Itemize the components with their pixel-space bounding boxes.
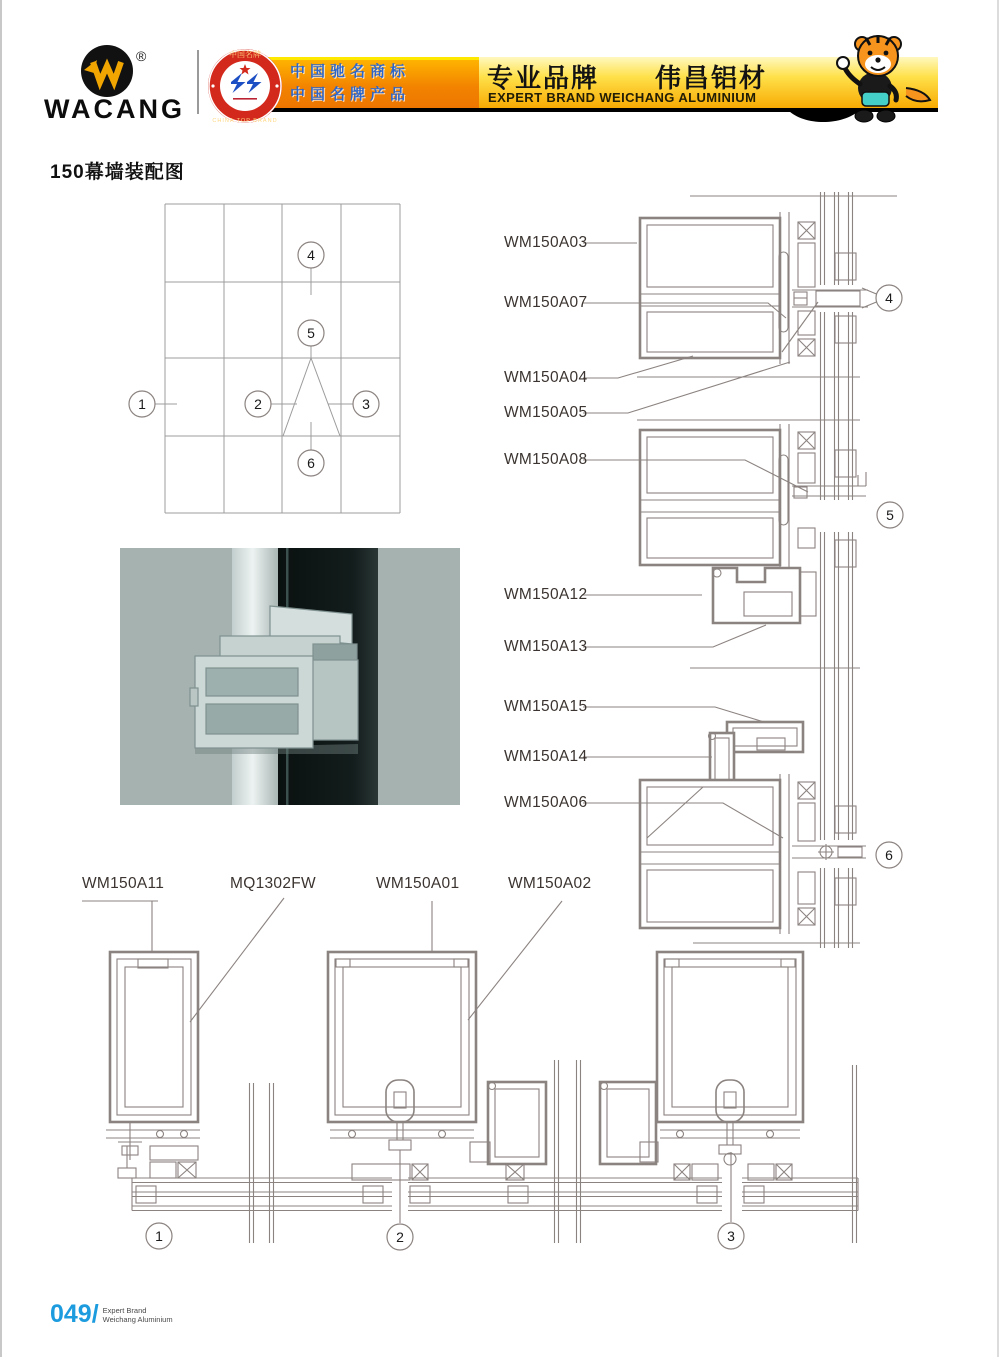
footer-tagline-line1: Expert Brand <box>102 1306 147 1315</box>
tiger-nose <box>875 57 880 62</box>
svg-text:6: 6 <box>885 847 893 863</box>
part-label-wm150a13: WM150A13 <box>504 638 588 655</box>
brand-name: WACANG <box>44 94 185 124</box>
svg-text:1: 1 <box>155 1228 163 1244</box>
part-label-wm150a07: WM150A07 <box>504 294 588 311</box>
svg-text:3: 3 <box>362 396 370 412</box>
honor-line1: 中国驰名商标 <box>290 63 411 80</box>
svg-text:2: 2 <box>396 1229 404 1245</box>
svg-text:1: 1 <box>138 396 146 412</box>
detail-callout-3 <box>718 1223 744 1249</box>
footer-tagline <box>103 1306 173 1324</box>
tiger-shoe-right <box>877 110 895 122</box>
china-top-brand-seal <box>205 42 285 130</box>
detail-5-drawing <box>640 424 866 623</box>
part-label-wm150a15: WM150A15 <box>504 698 588 715</box>
footer-tagline-line2: Weichang Aluminium <box>102 1315 173 1324</box>
page-footer <box>50 1302 173 1327</box>
grid-callout-1 <box>129 391 155 417</box>
svg-text:3: 3 <box>727 1228 735 1244</box>
svg-text:6: 6 <box>307 455 315 471</box>
part-label-wm150a05: WM150A05 <box>504 404 588 421</box>
header-divider <box>197 50 199 114</box>
detail-2-drawing <box>328 952 581 1243</box>
grid-callout-4 <box>298 242 324 268</box>
page-number: 049/ <box>50 1300 99 1328</box>
part-label-wm150a02: WM150A02 <box>508 875 592 892</box>
part-label-wm150a01: WM150A01 <box>376 875 460 892</box>
detail-callout-2 <box>387 1224 413 1250</box>
tiger-tail <box>906 88 930 101</box>
part-label-wm150a08: WM150A08 <box>504 451 588 468</box>
detail-6-drawing <box>640 722 866 934</box>
part-label-wm150a06: WM150A06 <box>504 794 588 811</box>
svg-text:5: 5 <box>307 325 315 341</box>
honor-line2: 中国名牌产品 <box>290 86 411 103</box>
svg-text:4: 4 <box>307 247 315 263</box>
honor-titles <box>290 60 475 106</box>
key-plan-grid <box>129 204 400 513</box>
part-label-wm150a12: WM150A12 <box>504 586 588 603</box>
svg-text:5: 5 <box>886 507 894 523</box>
profile-photo-render <box>120 548 460 805</box>
slogan-chinese: 专业品牌 伟昌铝材 <box>487 63 768 93</box>
bottom-glazing-band <box>132 1178 858 1211</box>
part-label-mq1302fw: MQ1302FW <box>230 875 316 892</box>
grid-callout-3 <box>353 391 379 417</box>
registered-mark: ® <box>136 48 147 64</box>
detail-4-drawing <box>640 212 886 364</box>
slogan-english: EXPERT BRAND WEICHANG ALUMINIUM <box>488 90 757 105</box>
detail-3-drawing <box>600 952 857 1243</box>
detail-1-drawing <box>106 952 274 1243</box>
tiger-shorts <box>862 92 889 106</box>
tiger-mascot-illustration <box>818 26 936 126</box>
tiger-glove <box>837 57 849 69</box>
svg-text:4: 4 <box>885 290 893 306</box>
detail-callout-4 <box>876 285 902 311</box>
part-label-wm150a11: WM150A11 <box>82 875 165 892</box>
seal-top-text: 中国名牌 <box>229 50 261 59</box>
tiger-shoe-left <box>855 110 873 122</box>
grid-callout-2 <box>245 391 271 417</box>
part-label-wm150a04: WM150A04 <box>504 369 588 386</box>
page-title: 150幕墙装配图 <box>50 162 185 183</box>
detail-callout-1 <box>146 1223 172 1249</box>
svg-text:2: 2 <box>254 396 262 412</box>
grid-callout-5 <box>298 320 324 346</box>
detail-callout-5 <box>877 502 903 528</box>
detail-callout-6 <box>876 842 902 868</box>
seal-bottom-text: CHINA TOP BRAND <box>212 118 278 124</box>
part-label-wm150a14: WM150A14 <box>504 748 588 765</box>
grid-callout-6 <box>298 450 324 476</box>
part-label-wm150a03: WM150A03 <box>504 234 588 251</box>
profile-photo <box>120 548 460 805</box>
